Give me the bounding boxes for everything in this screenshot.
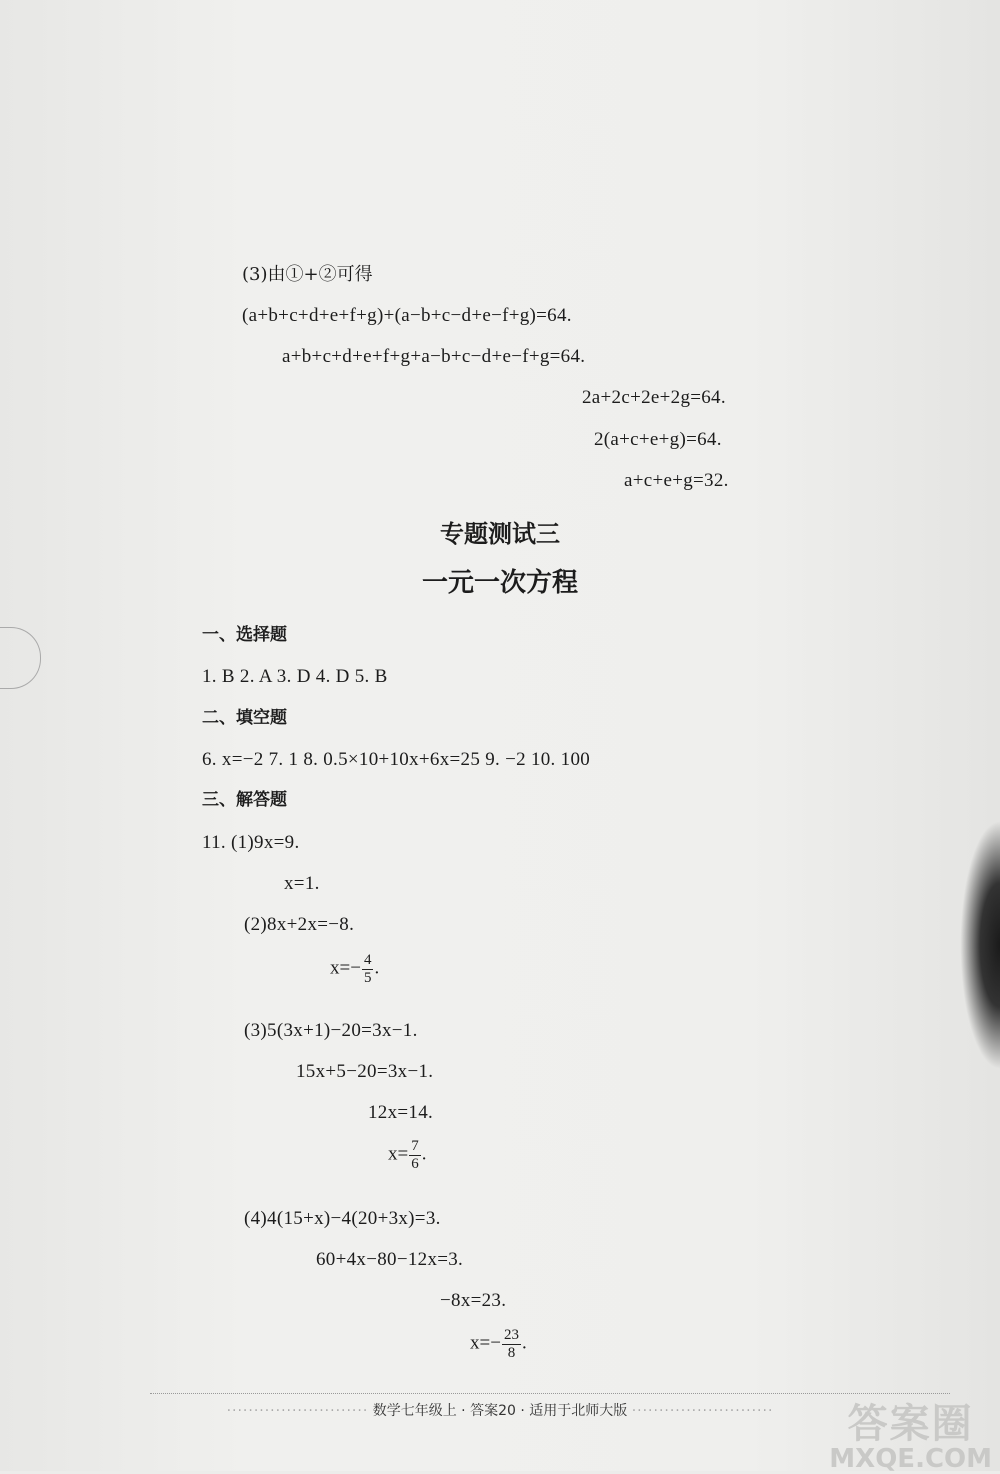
q11-p2-numerator: 4 <box>363 952 372 968</box>
q11-p3-fraction <box>409 1138 421 1172</box>
sum-line-3: 2a+2c+2e+2g=64. <box>582 387 726 408</box>
q11-p4-line3: −8x=23. <box>440 1290 507 1311</box>
q11-p3-period: . <box>421 1143 427 1165</box>
footer-rule <box>150 1393 950 1394</box>
watermark-logo-text: 答案圈 <box>847 1401 974 1447</box>
topic-subtitle: 一元一次方程 <box>421 568 578 598</box>
sum-line-4: 2(a+c+e+g)=64. <box>594 429 722 450</box>
q11-p1-line2: x=1. <box>284 873 320 894</box>
q11-p4-denominator: 8 <box>507 1344 516 1361</box>
q11-p2-result <box>330 952 379 986</box>
q11-p2-period: . <box>374 957 380 979</box>
sum-line-5: a+c+e+g=32. <box>624 470 729 491</box>
q11-p3-line1: (3)5(3x+1)−20=3x−1. <box>244 1020 418 1041</box>
q11-p3-result-prefix: x= <box>388 1143 409 1165</box>
q11-p4-fraction <box>502 1327 521 1361</box>
q11-p3-numerator: 7 <box>411 1138 419 1154</box>
q11-p3-denominator: 6 <box>411 1155 419 1172</box>
q11-p4-period: . <box>521 1332 527 1354</box>
footer-dots-right: ·························· <box>631 1403 774 1419</box>
section2-heading: 二、填空题 <box>202 708 287 728</box>
q11-p2-denominator: 5 <box>363 969 372 986</box>
q11-p2-fraction <box>362 952 374 986</box>
section2-answers: 6. x=−2 7. 1 8. 0.5×10+10x+6x=25 9. −2 10. 100 <box>202 749 591 770</box>
footer-dots-left: ·························· <box>226 1403 369 1419</box>
site-watermark <box>829 1401 992 1474</box>
q11-p3-line3: 12x=14. <box>368 1102 434 1123</box>
q11-p4-numerator: 23 <box>503 1327 519 1343</box>
q11-p3-line2: 15x+5−20=3x−1. <box>296 1061 434 1082</box>
q11-p4-result-prefix: x=− <box>470 1332 501 1354</box>
q11-p2-line1: (2)8x+2x=−8. <box>244 914 355 935</box>
q11-p2-result-prefix: x=− <box>330 957 361 979</box>
section1-heading: 一、选择题 <box>202 625 287 645</box>
sum-intro: (3)由①+②可得 <box>242 264 373 285</box>
section3-heading: 三、解答题 <box>202 790 287 810</box>
q11-p3-result <box>388 1138 426 1172</box>
margin-stamp-mark <box>0 627 41 689</box>
sum-line-2: a+b+c+d+e+f+g+a−b+c−d+e−f+g=64. <box>282 346 586 367</box>
page-edge-shadow <box>960 820 1000 1070</box>
watermark-url: MXQE.COM <box>829 1444 992 1474</box>
footer-text: 数学七年级上 · 答案20 · 适用于北师大版 <box>372 1403 628 1419</box>
q11-p4-line2: 60+4x−80−12x=3. <box>316 1249 464 1270</box>
q11-p1-line1: 11. (1)9x=9. <box>202 832 300 853</box>
topic-title: 专题测试三 <box>440 520 560 548</box>
sum-line-1: (a+b+c+d+e+f+g)+(a−b+c−d+e−f+g)=64. <box>242 305 572 326</box>
section1-answers: 1. B 2. A 3. D 4. D 5. B <box>202 666 388 687</box>
q11-p4-line1: (4)4(15+x)−4(20+3x)=3. <box>244 1208 441 1229</box>
q11-p4-result <box>470 1327 527 1361</box>
